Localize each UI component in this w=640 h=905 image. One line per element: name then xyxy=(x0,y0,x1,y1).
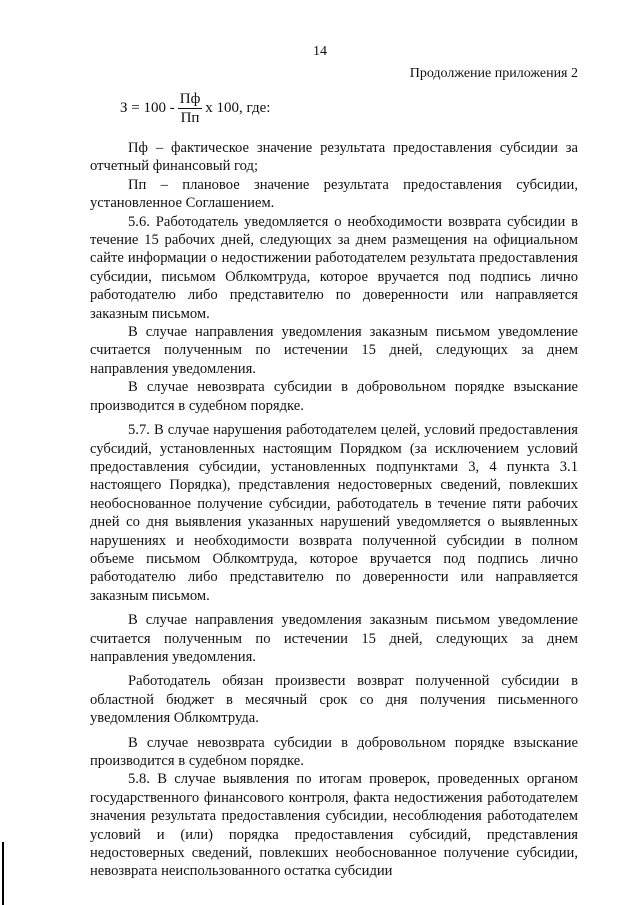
paragraph-pp-definition: Пп – плановое значение результата предоставления субсидии, установленное Соглашением. xyxy=(90,176,578,212)
paragraph-5-8: 5.8. В случае выявления по итогам проверок, проведенных органом государственного финансового контроля, факта недостижения работодателем значения результата предоставления субсидии, несоблюдения работодателем условий и (или) порядка предоставления субсидий, представления недостоверных сведений, повлекших необоснованное получение субсидии, невозврата неиспользованного остатка субсидии xyxy=(90,771,578,880)
formula-fraction xyxy=(178,91,203,126)
paragraph-5-6: 5.6. Работодатель уведомляется о необходимости возврата субсидии в течение 15 рабочих дней, следующих за днем размещения на официальном сайте информации о недостижении работодателем результата предоставления субсидии, письмом Облкомтруда, которое вручается под подпись лично работодателю либо представителю по доверенности или направляется заказным письмом. xyxy=(90,213,578,322)
paragraph-court-recovery: В случае невозврата субсидии в добровольном порядке взыскание производится в судебном порядке. xyxy=(90,379,578,414)
scan-edge-mark xyxy=(2,842,4,905)
paragraph-notice-received-2: В случае направления уведомления заказным письмом уведомление считается полученным по истечении 15 дней, следующих за днем направления уведомления. xyxy=(90,612,578,665)
document-body xyxy=(90,139,578,881)
formula-rhs: х 100, где: xyxy=(205,99,271,116)
paragraph-court-recovery-2: В случае невозврата субсидии в добровольном порядке взыскание производится в судебном порядке. xyxy=(90,734,578,769)
paragraph-5-7: 5.7. В случае нарушения работодателем целей, условий предоставления субсидий, установленных настоящим Порядком (за исключением условий предоставления субсидии, установленных подпунктами 3, 4 пункта 3.1 настоящего Порядка), представления недостоверных сведений, повлекших необоснованное получение субсидии, работодатель в течение пяти рабочих дней со дня выявления указанных нарушений уведомляется о выявленных нарушениях и необходимости возврата полученной субсидии в полном объеме письмом Облкомтруда, которое вручается под подпись лично работодателю либо представителю по доверенности или направляется заказным письмом. xyxy=(90,422,578,604)
formula xyxy=(120,90,270,126)
appendix-continuation-note: Продолжение приложения 2 xyxy=(409,66,578,81)
paragraph-pf-definition: Пф – фактическое значение результата предоставления субсидии за отчетный финансовый год; xyxy=(90,140,578,175)
formula-numerator: Пф xyxy=(179,90,201,107)
paragraph-return-obligation: Работодатель обязан произвести возврат полученной субсидии в областной бюджет в месячный срок со дня получения письменного уведомления Облкомтруда. xyxy=(90,673,578,727)
page-number: 14 xyxy=(313,44,327,59)
paragraph-notice-received: В случае направления уведомления заказным письмом уведомление считается полученным по истечении 15 дней, следующих за днем направления уведомления. xyxy=(90,324,578,377)
formula-lhs: З = 100 - xyxy=(120,99,175,116)
formula-denominator: Пп xyxy=(180,109,200,126)
